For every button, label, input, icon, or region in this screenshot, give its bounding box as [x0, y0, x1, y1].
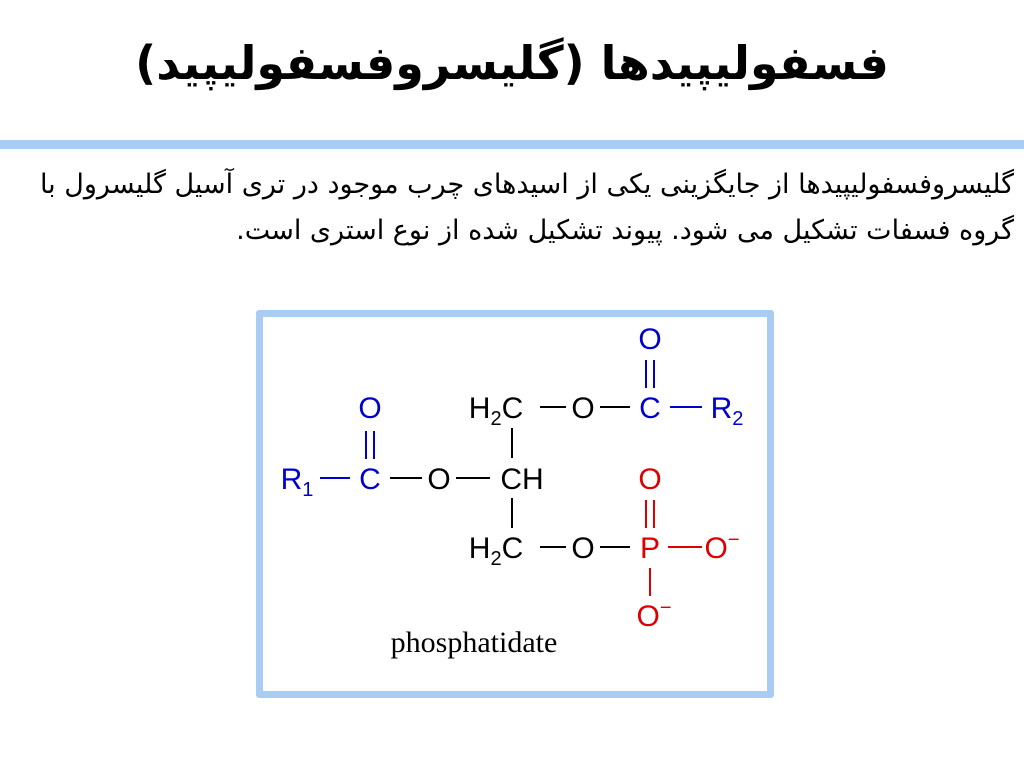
atom-h2c-bottom: $H_2C$: [468, 532, 524, 570]
atom-r2: $R_2$: [710, 392, 744, 430]
atom-c-carbonyl-right: C: [639, 392, 661, 425]
atom-p: P: [639, 532, 661, 565]
atoms: [281, 323, 744, 633]
atom-o-phosphate-double: O: [638, 463, 662, 496]
atom-o-ester-mid: O: [427, 463, 451, 496]
slide-body-text: گلیسروفسفولیپیدها از جایگزینی یکی از اسیدهای چرب موجود در تری آسیل گلیسرول با گروه فسفات تشکیل می شود. پیوند تشکیل شده از نوع استری است.: [39, 169, 1014, 246]
atom-o-carbonyl-left: O: [358, 392, 382, 425]
atom-ch-mid: CH: [500, 463, 544, 496]
atom-o-ester-bottom: O: [571, 532, 595, 565]
atom-h2c-top: $H_2C$: [468, 392, 524, 430]
atom-r1: $R_1$: [280, 463, 314, 501]
atom-o-carbonyl-top: O: [638, 323, 662, 356]
atom-o-minus-bottom: O−: [636, 597, 672, 633]
diagram-caption: phosphatidate: [390, 626, 558, 659]
atom-c-carbonyl-left: C: [359, 463, 381, 496]
slide-title: فسفولیپیدها (گلیسروفسفولیپید): [135, 36, 889, 90]
atom-o-ester-top: O: [571, 392, 595, 425]
atom-o-minus-right: O−: [704, 529, 740, 565]
